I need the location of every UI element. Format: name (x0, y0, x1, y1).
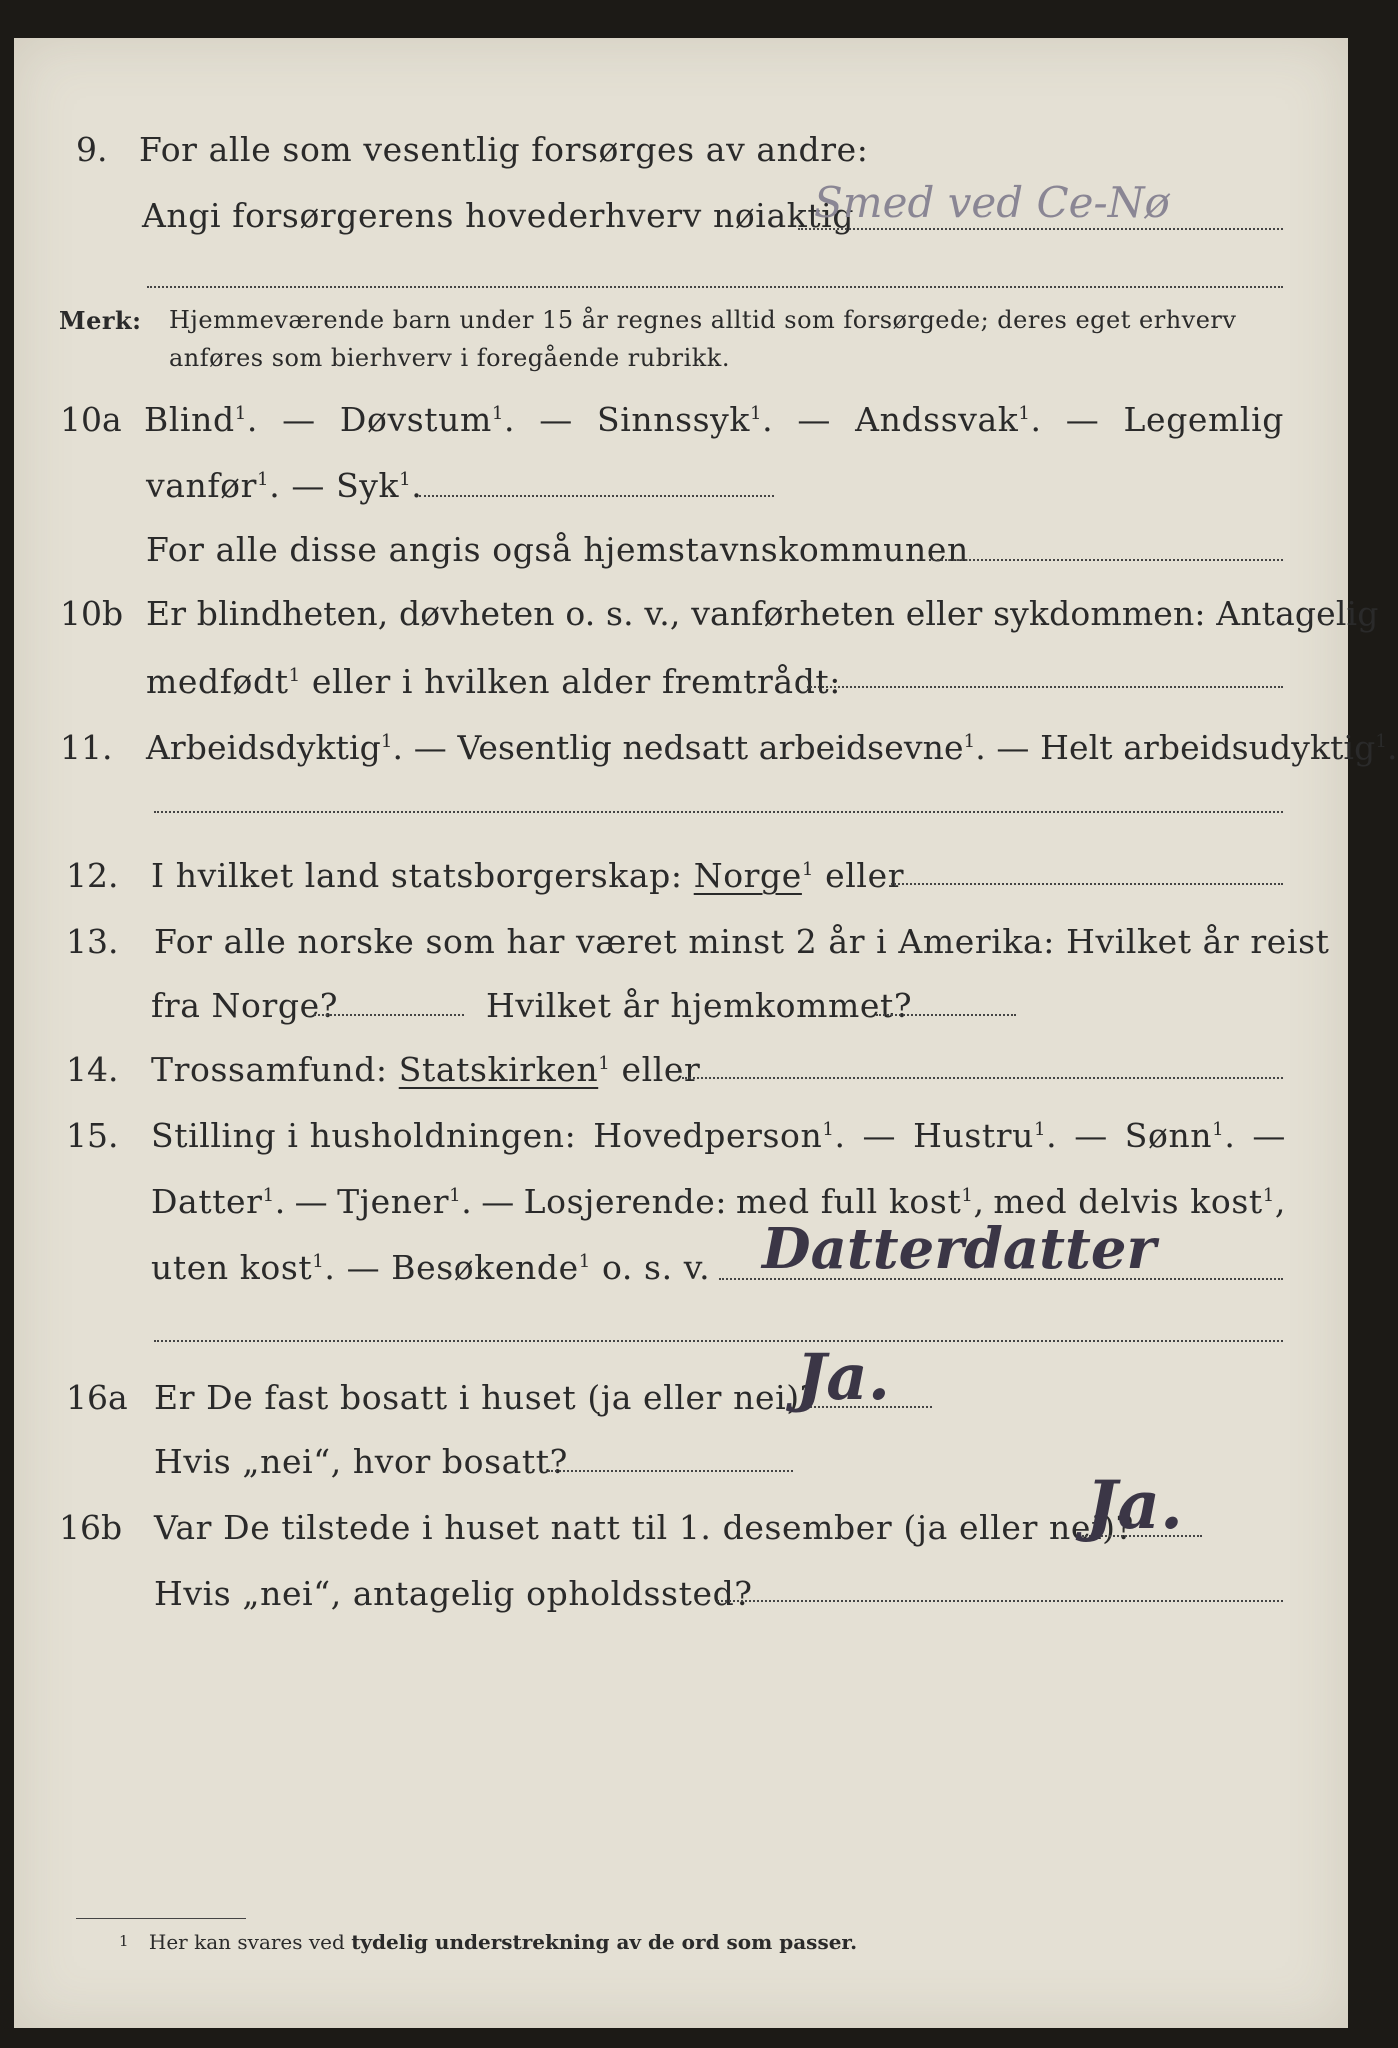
q11-number: 11. (60, 728, 113, 767)
opt-med-full-kost: med full kost (735, 1182, 962, 1221)
q14-answer-line (682, 1077, 1283, 1079)
opt-syk: Syk (336, 466, 400, 505)
footnote: 1 Her kan svares ved tydelig understrekning av de ord som passer. (119, 1930, 858, 1954)
q10b-answer-line (807, 686, 1283, 688)
opt-uten-kost: uten kost (151, 1248, 313, 1287)
q16a-line2: Hvis „nei“, hvor bosatt? (154, 1442, 568, 1481)
q10a-line3: For alle disse angis også hjemstavnskommunen (146, 530, 969, 569)
q16a-number: 16a (66, 1378, 128, 1417)
q16a-line1: Er De fast bosatt i huset (ja eller nei)? (154, 1378, 818, 1417)
q15-number: 15. (66, 1116, 119, 1155)
q13-line2b: Hvilket år hjemkommet? (486, 986, 913, 1025)
q13-hjemkommet-line (876, 1014, 1016, 1016)
q9-number: 9. (76, 130, 108, 169)
q12-answer-line (891, 883, 1283, 885)
opt-vanfor: vanfør (146, 466, 258, 505)
q15-extra-line (154, 1340, 1283, 1342)
q16b-line1: Var De tilstede i huset natt til 1. desember (ja eller nei)? (154, 1508, 1134, 1547)
q16b-handwritten-answer: Ja. (1086, 1466, 1183, 1544)
opt-udyktig: Helt arbeidsudyktig (1040, 728, 1376, 767)
opt-besokende: Besøkende (391, 1248, 579, 1287)
merk-line1: Hjemmeværende barn under 15 år regnes alltid som forsørgede; deres eget erhverv (169, 306, 1237, 334)
q16a-bosatt-line (548, 1470, 793, 1472)
opt-losjerende: Losjerende: (523, 1182, 728, 1221)
q9-line2: Angi forsørgerens hovederhverv nøiaktig (142, 196, 855, 235)
q15-line2: Datter$^1$. — Tjener$^1$. — Losjerende: med full kost$^1$, med delvis kost$^1$, (151, 1182, 1286, 1221)
opt-dovstum: Døvstum (339, 400, 492, 439)
opt-statskirken-underlined: Statskirken (398, 1050, 599, 1089)
merk-line2: anføres som bierhverv i foregående rubrikk. (169, 344, 730, 372)
q10b-line1: Er blindheten, døvheten o. s. v., vanførheten eller sykdommen: Antagelig (146, 594, 1379, 633)
footnote-rule (76, 1918, 246, 1919)
merk-label: Merk: (59, 306, 142, 335)
q16b-line2: Hvis „nei“, antagelig opholdssted? (154, 1574, 753, 1613)
q13-line2a: fra Norge? (151, 986, 339, 1025)
opt-med-delvis-kost: med delvis kost (993, 1182, 1263, 1221)
opt-andssvak: Andssvak (855, 400, 1019, 439)
q12-line: I hvilket land statsborgerskap: Norge$^1$ eller (151, 856, 905, 895)
opt-hustru: Hustru (913, 1116, 1034, 1155)
opt-nedsatt: Vesentlig nedsatt arbeidsevne (457, 728, 964, 767)
opt-datter: Datter (151, 1182, 263, 1221)
q12-number: 12. (66, 856, 119, 895)
opt-sinnssyk: Sinnssyk (597, 400, 750, 439)
q15-line3: uten kost$^1$. — Besøkende$^1$ o. s. v. (151, 1248, 711, 1287)
q9-handwritten-answer: Smed ved Ce-Nø (814, 178, 1170, 227)
q9-extra-line (147, 286, 1283, 288)
q16a-handwritten-answer: Ja. (796, 1340, 891, 1415)
census-form-sheet (14, 38, 1398, 2028)
q16b-opholdssted-line (717, 1600, 1283, 1602)
q9-line1: For alle som vesentlig forsørges av andre: (139, 130, 869, 169)
opt-legemlig: Legemlig (1123, 400, 1284, 439)
q10a-syk-line (419, 495, 774, 497)
q10a-hjemstavn-line (929, 559, 1283, 561)
footnote-marker: 1 (119, 1932, 129, 1950)
q10b-line2: medfødt$^1$ eller i hvilken alder fremtrådt: (146, 662, 841, 701)
q13-line1: For alle norske som har været minst 2 år i Amerika: Hvilket år reist (154, 922, 1330, 961)
opt-norge-underlined: Norge (693, 856, 802, 895)
q15-line1: Stilling i husholdningen: Hovedperson$^1$. — Hustru$^1$. — Sønn$^1$. — (151, 1116, 1286, 1155)
opt-sonn: Sønn (1124, 1116, 1213, 1155)
q11-extra-line (154, 811, 1283, 813)
q14-line: Trossamfund: Statskirken$^1$ eller (151, 1050, 701, 1089)
q10a-line1: Blind$^1$. — Døvstum$^1$. — Sinnssyk$^1$. — Andssvak$^1$. — Legemlig (144, 400, 1284, 439)
q9-answer-line (798, 228, 1283, 230)
q13-reist-line (314, 1014, 464, 1016)
opt-arbeidsdyktig: Arbeidsdyktig (146, 728, 381, 767)
q16b-number: 16b (59, 1508, 123, 1547)
q15-handwritten-answer: Datterdatter (762, 1216, 1157, 1282)
q10b-number: 10b (60, 594, 124, 633)
opt-medfodt: medfødt (146, 662, 289, 701)
opt-blind: Blind (144, 400, 235, 439)
q13-number: 13. (66, 922, 119, 961)
q11-line: Arbeidsdyktig$^1$. — Vesentlig nedsatt arbeidsevne$^1$. — Helt arbeidsudyktig$^1$. (146, 728, 1398, 767)
opt-hovedperson: Hovedperson (593, 1116, 823, 1155)
q14-number: 14. (66, 1050, 119, 1089)
opt-tjener: Tjener (337, 1182, 450, 1221)
q10a-number: 10a (60, 400, 122, 439)
q10a-line2: vanfør$^1$. — Syk$^1$. (146, 466, 423, 505)
